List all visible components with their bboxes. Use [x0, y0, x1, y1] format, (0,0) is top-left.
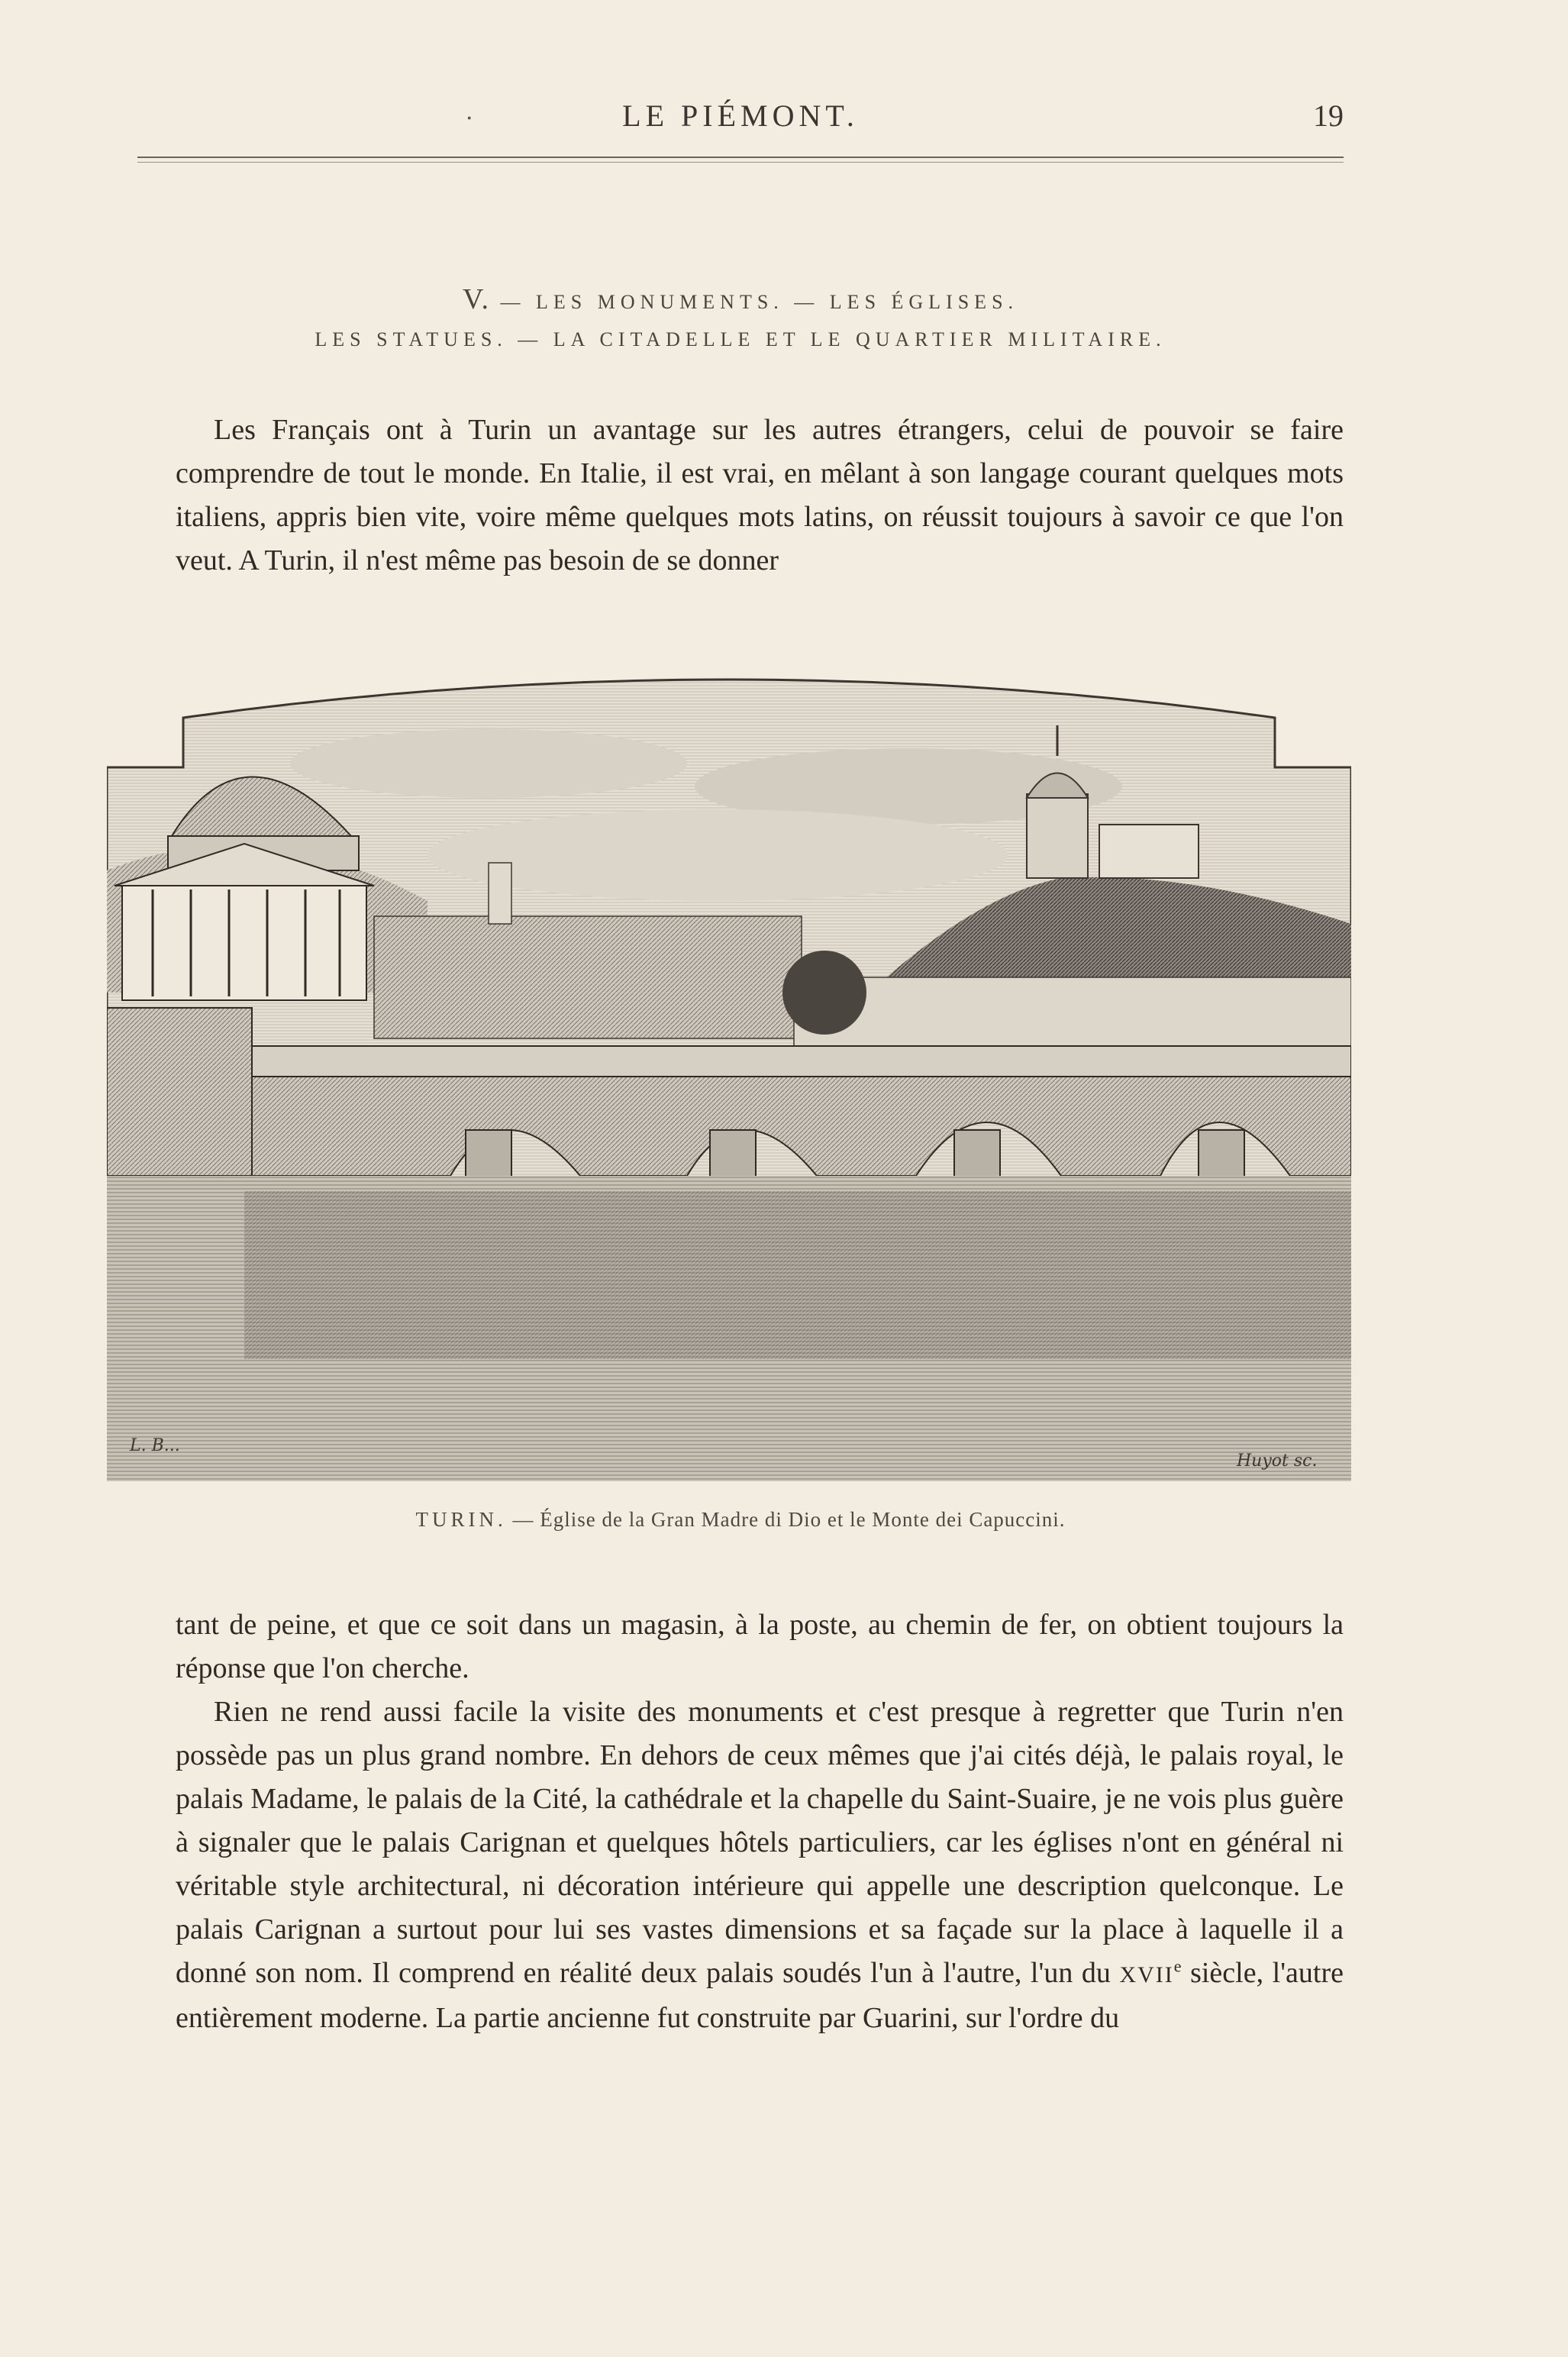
illustration-turin: [107, 672, 1351, 1481]
cloud: [427, 809, 1008, 901]
paragraph-3-part2: siècle, l'autre entièrement moderne. La partie ancienne fut construite par Guarini, sur l'ordre du: [176, 1957, 1344, 2034]
engraving-image: [107, 672, 1351, 1481]
header-rule: [137, 157, 1344, 158]
bridge-deck: [244, 1046, 1351, 1077]
paragraph-2-text: tant de peine, et que ce soit dans un magasin, à la poste, au chemin de fer, on obtient toujours la réponse que l'on cherche.: [176, 1609, 1344, 1684]
church-on-hill: [1027, 794, 1088, 878]
caption-text: — Église de la Gran Madre di Dio et le Monte dei Capuccini.: [506, 1508, 1066, 1531]
bell-tower: [489, 863, 511, 924]
section-title-1: — LES MONUMENTS. — LES ÉGLISES.: [500, 291, 1019, 313]
paragraph-1-text: Les Français ont à Turin un avantage sur les autres étrangers, celui de pouvoir se faire comprendre de tout le monde. En Italie, il est vrai, en mêlant à son langage courant quelques mots italiens, appris bien vite, voire même quelques mots latins, on réussit toujours à savoir ce que l'on veut. A Turin, il n'est même pas besoin de se donner: [176, 414, 1344, 576]
header-title: LE PIÉMONT.: [622, 98, 859, 133]
running-head: [137, 98, 1344, 144]
section-heading-line1: [137, 283, 1344, 316]
caption-city: TURIN.: [415, 1508, 507, 1531]
tree-cluster: [782, 951, 866, 1035]
page-number: 19: [1313, 98, 1344, 133]
header-rule-thin: [137, 162, 1344, 163]
header-dot: ·: [466, 105, 473, 132]
town-buildings: [374, 916, 802, 1038]
cloud: [290, 729, 687, 798]
paragraph-3-part1: Rien ne rend aussi facile la visite des monuments et c'est presque à regretter que Turin n'en possède pas un plus grand nombre. En dehors de ceux mêmes que j'ai cités déjà, le palais royal, le palais Madame, le palais de la Cité, la cathédrale et la chapelle du Saint-Suaire, je ne vois plus guère à signaler que le palais Carignan et quelques hôtels particuliers, car les églises n'ont en général ni véritable style architectural, ni décoration intérieure qui appelle une description quelconque. Le palais Carignan a surtout pour lui ses vastes dimensions et sa façade sur la place à laquelle il a donné son nom. Il comprend en réalité deux palais soudés l'un à l'autre, l'un du: [176, 1696, 1344, 1989]
section-heading-line2: LES STATUES. — LA CITADELLE ET LE QUARTIER MILITAIRE.: [315, 328, 1166, 350]
paragraph-3-text: [176, 1690, 1344, 2040]
convent: [1099, 825, 1199, 878]
embankment: [107, 1008, 252, 1176]
figure-caption: [137, 1508, 1344, 1532]
reflection: [244, 1191, 1351, 1359]
section-number: V.: [462, 283, 491, 315]
town-buildings-right: [794, 977, 1351, 1054]
paragraph-1: [176, 408, 1344, 583]
century-sup: e: [1173, 1956, 1182, 1976]
paragraph-2: [176, 1603, 1344, 2040]
signature-left: L. B...: [130, 1436, 180, 1455]
signature-right: Huyot sc.: [1237, 1451, 1318, 1471]
gran-madre-portico: [122, 886, 366, 1000]
century-roman: XVII: [1119, 1962, 1174, 1987]
